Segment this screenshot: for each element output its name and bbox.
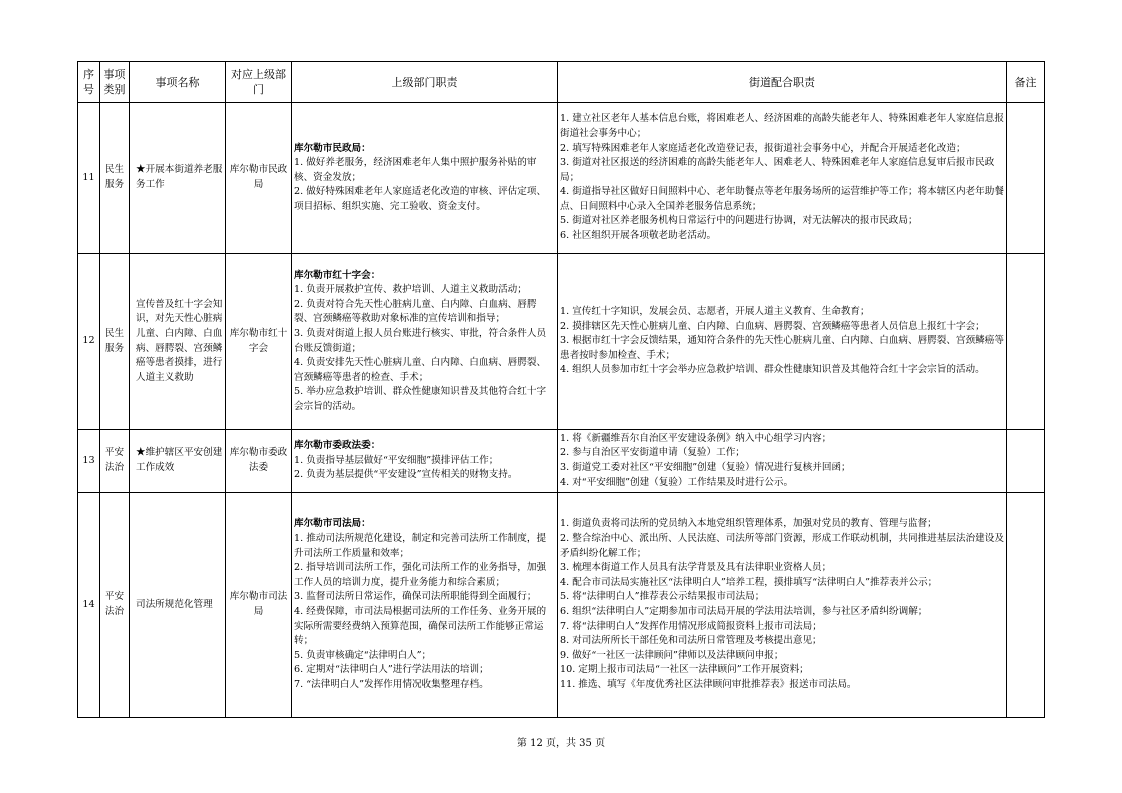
row-number: 14 xyxy=(78,493,100,718)
street-duty-cell xyxy=(558,430,1007,493)
header-dept: 对应上级部门 xyxy=(226,62,292,103)
upper-duty-line: 3. 负责对街道上报人员台账进行核实、审批，符合条件人员台账反馈街道； xyxy=(294,327,547,354)
street-duty-line: 3. 梳理本街道工作人员具有法学背景及具有法律职业资格人员； xyxy=(560,562,832,574)
upper-duty-line: 2. 指导培训司法所工作，强化司法所工作的业务指导，加强工作人员的培训力度，提升业务能力和综合素质； xyxy=(294,562,547,588)
street-duty-line: 5. 街道对社区养老服务机构日常运行中的问题进行协调，对无法解决的报市民政局； xyxy=(560,215,918,227)
table-row xyxy=(78,254,1045,430)
note-cell xyxy=(1007,493,1045,718)
upper-duty-line: 1. 做好养老服务，经济困难老年人集中照护服务补贴的审核、资金发放； xyxy=(294,157,537,183)
street-duty-line: 3. 街道党工委对社区“平安细胞”创建（复验）情况进行复核并回函； xyxy=(560,462,851,473)
street-duty-line: 9. 做好“一社区一法律顾问”律师以及法律顾问申报； xyxy=(560,649,784,661)
upper-duty-line: 5. 负责审核确定“法律明白人”； xyxy=(294,649,432,661)
street-duty-line: 1. 建立社区老年人基本信息台账，将困难老人、经济困难的高龄失能老年人、特殊困难老年人家庭信息报街道社会事务中心； xyxy=(560,113,1004,139)
item-category: 平安法治 xyxy=(100,430,130,493)
header-upper-duty: 上级部门职责 xyxy=(292,62,558,103)
header-no: 序号 xyxy=(78,62,100,103)
item-name: 宣传普及红十字会知识，对先天性心脏病儿童、白内障、白血病、唇腭裂、宫颈鳞癌等患者摸排，进行人道主义救助 xyxy=(130,254,226,430)
page-footer: 第 12 页，共 35 页 xyxy=(516,738,606,749)
note-cell xyxy=(1007,430,1045,493)
upper-duty-line: 1. 负责指导基层做好“平安细胞”摸排评估工作； xyxy=(294,454,499,466)
street-duty-line: 2. 参与自治区平安街道申请（复验）工作； xyxy=(560,447,745,459)
upper-duty-line: 3. 监督司法所日常运作，确保司法所职能得到全面履行； xyxy=(294,591,537,603)
header-item: 事项名称 xyxy=(130,62,226,103)
organization-heading: 库尔勒市委政法委： xyxy=(294,440,381,452)
street-duty-line: 2. 填写特殊困难老年人家庭适老化改造登记表，报街道社会事务中心，并配合开展适老化改造； xyxy=(560,142,966,154)
upper-duty-line: 5. 举办应急救护培训、群众性健康知识普及其他符合红十字会宗旨的活动。 xyxy=(294,386,547,412)
row-number: 11 xyxy=(78,103,100,254)
street-duty-line: 1. 将《新疆维吾尔自治区平安建设条例》纳入中心组学习内容； xyxy=(560,432,832,444)
upper-duty-line: 1. 负责开展救护宣传、救护培训、人道主义救助活动； xyxy=(294,284,527,296)
street-duty-line: 4. 组织人员参加市红十字会举办应急救护培训、群众性健康知识普及其他符合红十字会宗旨的活动。 xyxy=(560,364,985,376)
header-category: 事项类别 xyxy=(100,62,130,103)
street-duty-line: 6. 社区组织开展各项敬老助老活动。 xyxy=(560,230,717,242)
item-category: 民生服务 xyxy=(100,254,130,430)
upper-department: 库尔勒市红十字会 xyxy=(226,254,292,430)
street-duty-line: 7. 将“法律明白人”发挥作用情况形成简报资料上报市司法局； xyxy=(560,620,822,632)
organization-heading: 库尔勒市司法局： xyxy=(294,518,371,530)
street-duty-cell xyxy=(558,493,1007,718)
item-name: ★维护辖区平安创建工作成效 xyxy=(130,430,226,493)
header-note: 备注 xyxy=(1007,62,1045,103)
street-duty-line: 2. 摸排辖区先天性心脏病儿童、白内障、白血病、唇腭裂、宫颈鳞癌等患者人员信息上报红十字会； xyxy=(560,320,985,332)
street-duty-line: 6. 组织“法律明白人”定期参加市司法局开展的学法用法培训，参与社区矛盾纠纷调解； xyxy=(560,606,928,617)
upper-duty-line: 6. 定期对“法律明白人”进行学法用法的培训； xyxy=(294,664,489,676)
street-duty-line: 4. 配合市司法局实施社区“法律明白人”培养工程，摸排填写“法律明白人”推荐表并公示； xyxy=(560,576,938,588)
duty-table xyxy=(77,61,1045,718)
street-duty-line: 1. 宣传红十字知识，发展会员、志愿者，开展人道主义教育、生命教育； xyxy=(560,306,870,318)
row-number: 12 xyxy=(78,254,100,430)
note-cell xyxy=(1007,254,1045,430)
upper-duty-line: 2. 做好特殊困难老年人家庭适老化改造的审核、评估定项、项目招标、组织实施、完工验收、资金支付。 xyxy=(294,186,547,212)
upper-duty-line: 1. 推动司法所规范化建设，制定和完善司法所工作制度，提升司法所工作质量和效率； xyxy=(294,533,547,559)
upper-department: 库尔勒市委政法委 xyxy=(226,430,292,493)
upper-duty-cell xyxy=(292,254,558,430)
table-row xyxy=(78,493,1045,718)
street-duty-line: 3. 街道对社区报送的经济困难的高龄失能老年人、困难老人、特殊困难老年人家庭信息复审后报市民政局； xyxy=(560,157,995,183)
upper-duty-line: 4. 负责安排先天性心脏病儿童、白内障、白血病、唇腭裂、宫颈鳞癌等患者的检查、手术； xyxy=(294,357,547,383)
upper-department: 库尔勒市司法局 xyxy=(226,493,292,718)
item-name: 司法所规范化管理 xyxy=(130,493,226,718)
upper-duty-cell xyxy=(292,430,558,493)
item-category: 民生服务 xyxy=(100,103,130,254)
street-duty-line: 8. 对司法所所长干部任免和司法所日常管理及考核提出意见； xyxy=(560,635,822,647)
item-category: 平安法治 xyxy=(100,493,130,718)
street-duty-line: 11. 推选、填写《年度优秀社区法律顾问审批推荐表》报送市司法局。 xyxy=(560,678,857,690)
organization-heading: 库尔勒市民政局： xyxy=(294,142,371,154)
row-number: 13 xyxy=(78,430,100,493)
upper-duty-line: 2. 负责对符合先天性心脏病儿童、白内障、白血病、唇腭裂、宫颈鳞癌等救助对象标准的宣传培训和指导； xyxy=(294,298,537,325)
street-duty-line: 2. 整合综治中心、派出所、人民法庭、司法所等部门资源，形成工作联动机制，共同推进基层法治建设及矛盾纠纷化解工作； xyxy=(560,533,1004,559)
street-duty-line: 4. 街道指导社区做好日间照料中心、老年助餐点等老年服务场所的运营维护等工作；将本辖区内老年助餐点、日间照料中心录入全国养老服务信息系统； xyxy=(560,186,1004,212)
upper-duty-line: 4. 经费保障，市司法局根据司法所的工作任务、业务开展的实际所需要经费纳入预算范围，确保司法所工作能够正常运转； xyxy=(294,606,547,647)
street-duty-line: 5. 将“法律明白人”推荐表公示结果报市司法局； xyxy=(560,591,765,603)
table-row xyxy=(78,103,1045,254)
table-row xyxy=(78,430,1045,493)
street-duty-line: 3. 根据市红十字会反馈结果，通知符合条件的先天性心脏病儿童、白内障、白血病、唇腭裂、宫颈鳞癌等患者按时参加检查、手术； xyxy=(560,335,1004,361)
header-street-duty: 街道配合职责 xyxy=(558,62,1007,103)
item-name: ★开展本街道养老服务工作 xyxy=(130,103,226,254)
street-duty-cell xyxy=(558,254,1007,430)
street-duty-line: 1. 街道负责将司法所的党员纳入本地党组织管理体系，加强对党员的教育、管理与监督； xyxy=(560,518,937,530)
note-cell xyxy=(1007,103,1045,254)
street-duty-cell xyxy=(558,103,1007,254)
upper-department: 库尔勒市民政局 xyxy=(226,103,292,254)
header-row xyxy=(78,62,1045,103)
upper-duty-line: 2. 负责为基层提供“平安建设”宣传相关的财物支持。 xyxy=(294,469,518,481)
upper-duty-cell xyxy=(292,103,558,254)
upper-duty-line: 7. “法律明白人”发挥作用情况收集整理存档。 xyxy=(294,678,489,690)
organization-heading: 库尔勒市红十字会： xyxy=(294,269,381,281)
street-duty-line: 4. 对“平安细胞”创建（复验）工作结果及时进行公示。 xyxy=(560,476,794,488)
street-duty-line: 10. 定期上报市司法局“一社区一法律顾问”工作开展资料； xyxy=(560,664,809,676)
upper-duty-cell xyxy=(292,493,558,718)
